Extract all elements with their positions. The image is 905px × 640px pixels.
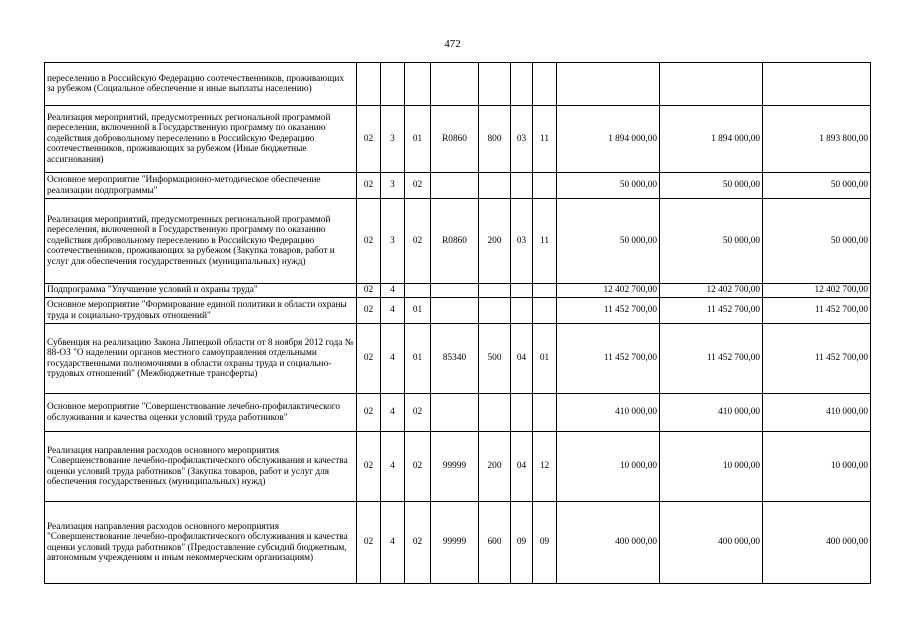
direction-code: 99999 <box>431 432 479 502</box>
expense-type-code: 800 <box>479 106 511 173</box>
section-code <box>511 173 533 199</box>
amount-1: 50 000,00 <box>557 173 660 199</box>
subsection-code <box>533 173 557 199</box>
section-code <box>511 298 533 324</box>
subsection-code: 01 <box>533 324 557 394</box>
table-row <box>45 298 871 324</box>
subprogram-code: 4 <box>381 284 405 298</box>
section-code <box>511 284 533 298</box>
amount-2: 12 402 700,00 <box>660 284 763 298</box>
section-code: 03 <box>511 199 533 284</box>
expense-type-code <box>479 284 511 298</box>
subsection-code <box>533 63 557 106</box>
expense-type-code <box>479 63 511 106</box>
direction-code <box>431 173 479 199</box>
row-name: Реализация направления расходов основного мероприятия "Совершенствование лечебно-профилактического обслуживания и качества оценки условий труда работников" (Закупка товаров, работ и услуг для обеспечения государственных (муниципальных) нужд) <box>45 432 357 502</box>
section-code: 04 <box>511 324 533 394</box>
subprogram-code: 4 <box>381 394 405 432</box>
amount-1 <box>557 63 660 106</box>
program-code: 02 <box>357 502 381 584</box>
table-row <box>45 173 871 199</box>
amount-3: 50 000,00 <box>763 199 871 284</box>
amount-2: 400 000,00 <box>660 502 763 584</box>
program-code: 02 <box>357 298 381 324</box>
row-name: переселению в Российскую Федерацию соотечественников, проживающих за рубежом (Социальное обеспечение и иные выплаты населению) <box>45 63 357 106</box>
row-name: Реализация направления расходов основного мероприятия "Совершенствование лечебно-профилактического обслуживания и качества оценки условий труда работников" (Предоставление субсидий бюджетным, автономным учреждениям и иным некоммерческим организациям) <box>45 502 357 584</box>
direction-code: R0860 <box>431 199 479 284</box>
table-row <box>45 199 871 284</box>
program-code: 02 <box>357 324 381 394</box>
subsection-code: 09 <box>533 502 557 584</box>
program-code: 02 <box>357 106 381 173</box>
subprogram-code: 3 <box>381 199 405 284</box>
amount-1: 10 000,00 <box>557 432 660 502</box>
amount-3 <box>763 63 871 106</box>
subsection-code <box>533 298 557 324</box>
table-row <box>45 106 871 173</box>
event-code: 02 <box>405 432 431 502</box>
row-name: Основное мероприятие "Информационно-методическое обеспечение реализации подпрограммы" <box>45 173 357 199</box>
subprogram-code: 4 <box>381 298 405 324</box>
direction-code <box>431 63 479 106</box>
amount-2: 11 452 700,00 <box>660 298 763 324</box>
table-row <box>45 502 871 584</box>
expense-type-code: 500 <box>479 324 511 394</box>
amount-1: 12 402 700,00 <box>557 284 660 298</box>
amount-3: 12 402 700,00 <box>763 284 871 298</box>
subsection-code <box>533 284 557 298</box>
expense-type-code <box>479 173 511 199</box>
event-code: 01 <box>405 106 431 173</box>
subsection-code: 12 <box>533 432 557 502</box>
section-code: 09 <box>511 502 533 584</box>
amount-2: 1 894 000,00 <box>660 106 763 173</box>
event-code: 02 <box>405 502 431 584</box>
section-code: 04 <box>511 432 533 502</box>
amount-2: 50 000,00 <box>660 199 763 284</box>
subsection-code <box>533 394 557 432</box>
table-row <box>45 394 871 432</box>
subsection-code: 11 <box>533 106 557 173</box>
amount-2: 410 000,00 <box>660 394 763 432</box>
amount-3: 11 452 700,00 <box>763 298 871 324</box>
event-code: 01 <box>405 324 431 394</box>
amount-1: 11 452 700,00 <box>557 298 660 324</box>
amount-3: 50 000,00 <box>763 173 871 199</box>
expense-type-code <box>479 394 511 432</box>
event-code: 02 <box>405 394 431 432</box>
table-row <box>45 284 871 298</box>
amount-1: 400 000,00 <box>557 502 660 584</box>
direction-code <box>431 284 479 298</box>
budget-table <box>44 62 871 584</box>
row-name: Основное мероприятие "Совершенствование лечебно-профилактического обслуживания и качества оценки условий труда работников" <box>45 394 357 432</box>
expense-type-code: 200 <box>479 432 511 502</box>
row-name: Реализация мероприятий, предусмотренных региональной программой переселения, включенной в Государственную программу по оказанию содействия добровольному переселению в Российскую Федерацию соотечественников, проживающих за рубежом (Закупка товаров, работ и услуг для обеспечения государственных (муниципальных) нужд) <box>45 199 357 284</box>
amount-3: 10 000,00 <box>763 432 871 502</box>
direction-code: 85340 <box>431 324 479 394</box>
row-name: Субвенция на реализацию Закона Липецкой области от 8 ноября 2012 года № 88-ОЗ "О наделении органов местного самоуправления отдельными государственными полномочиями в области охраны труда и социально-трудовых отношений" (Межбюджетные трансферты) <box>45 324 357 394</box>
amount-3: 1 893 800,00 <box>763 106 871 173</box>
table-row <box>45 324 871 394</box>
section-code: 03 <box>511 106 533 173</box>
program-code: 02 <box>357 173 381 199</box>
amount-1: 410 000,00 <box>557 394 660 432</box>
direction-code <box>431 298 479 324</box>
table-row <box>45 63 871 106</box>
event-code <box>405 284 431 298</box>
program-code: 02 <box>357 432 381 502</box>
amount-3: 11 452 700,00 <box>763 324 871 394</box>
subprogram-code: 4 <box>381 432 405 502</box>
program-code <box>357 63 381 106</box>
direction-code <box>431 394 479 432</box>
subprogram-code <box>381 63 405 106</box>
amount-1: 50 000,00 <box>557 199 660 284</box>
program-code: 02 <box>357 394 381 432</box>
amount-1: 1 894 000,00 <box>557 106 660 173</box>
amount-2: 11 452 700,00 <box>660 324 763 394</box>
table-row <box>45 432 871 502</box>
subprogram-code: 4 <box>381 502 405 584</box>
direction-code: R0860 <box>431 106 479 173</box>
event-code: 02 <box>405 199 431 284</box>
amount-2: 10 000,00 <box>660 432 763 502</box>
direction-code: 99999 <box>431 502 479 584</box>
event-code: 01 <box>405 298 431 324</box>
subprogram-code: 4 <box>381 324 405 394</box>
expense-type-code <box>479 298 511 324</box>
subprogram-code: 3 <box>381 106 405 173</box>
row-name: Основное мероприятие "Формирование единой политики в области охраны труда и социально-трудовых отношений" <box>45 298 357 324</box>
page-number: 472 <box>444 38 461 50</box>
amount-3: 410 000,00 <box>763 394 871 432</box>
expense-type-code: 600 <box>479 502 511 584</box>
section-code <box>511 394 533 432</box>
program-code: 02 <box>357 284 381 298</box>
amount-1: 11 452 700,00 <box>557 324 660 394</box>
expense-type-code: 200 <box>479 199 511 284</box>
row-name: Реализация мероприятий, предусмотренных региональной программой переселения, включенной в Государственную программу по оказанию содействия добровольному переселению в Российскую Федерацию соотечественников, проживающих за рубежом (Иные бюджетные ассигнования) <box>45 106 357 173</box>
subprogram-code: 3 <box>381 173 405 199</box>
event-code: 02 <box>405 173 431 199</box>
event-code <box>405 63 431 106</box>
row-name: Подпрограмма "Улучшение условий и охраны труда" <box>45 284 357 298</box>
amount-3: 400 000,00 <box>763 502 871 584</box>
program-code: 02 <box>357 199 381 284</box>
amount-2 <box>660 63 763 106</box>
subsection-code: 11 <box>533 199 557 284</box>
section-code <box>511 63 533 106</box>
amount-2: 50 000,00 <box>660 173 763 199</box>
